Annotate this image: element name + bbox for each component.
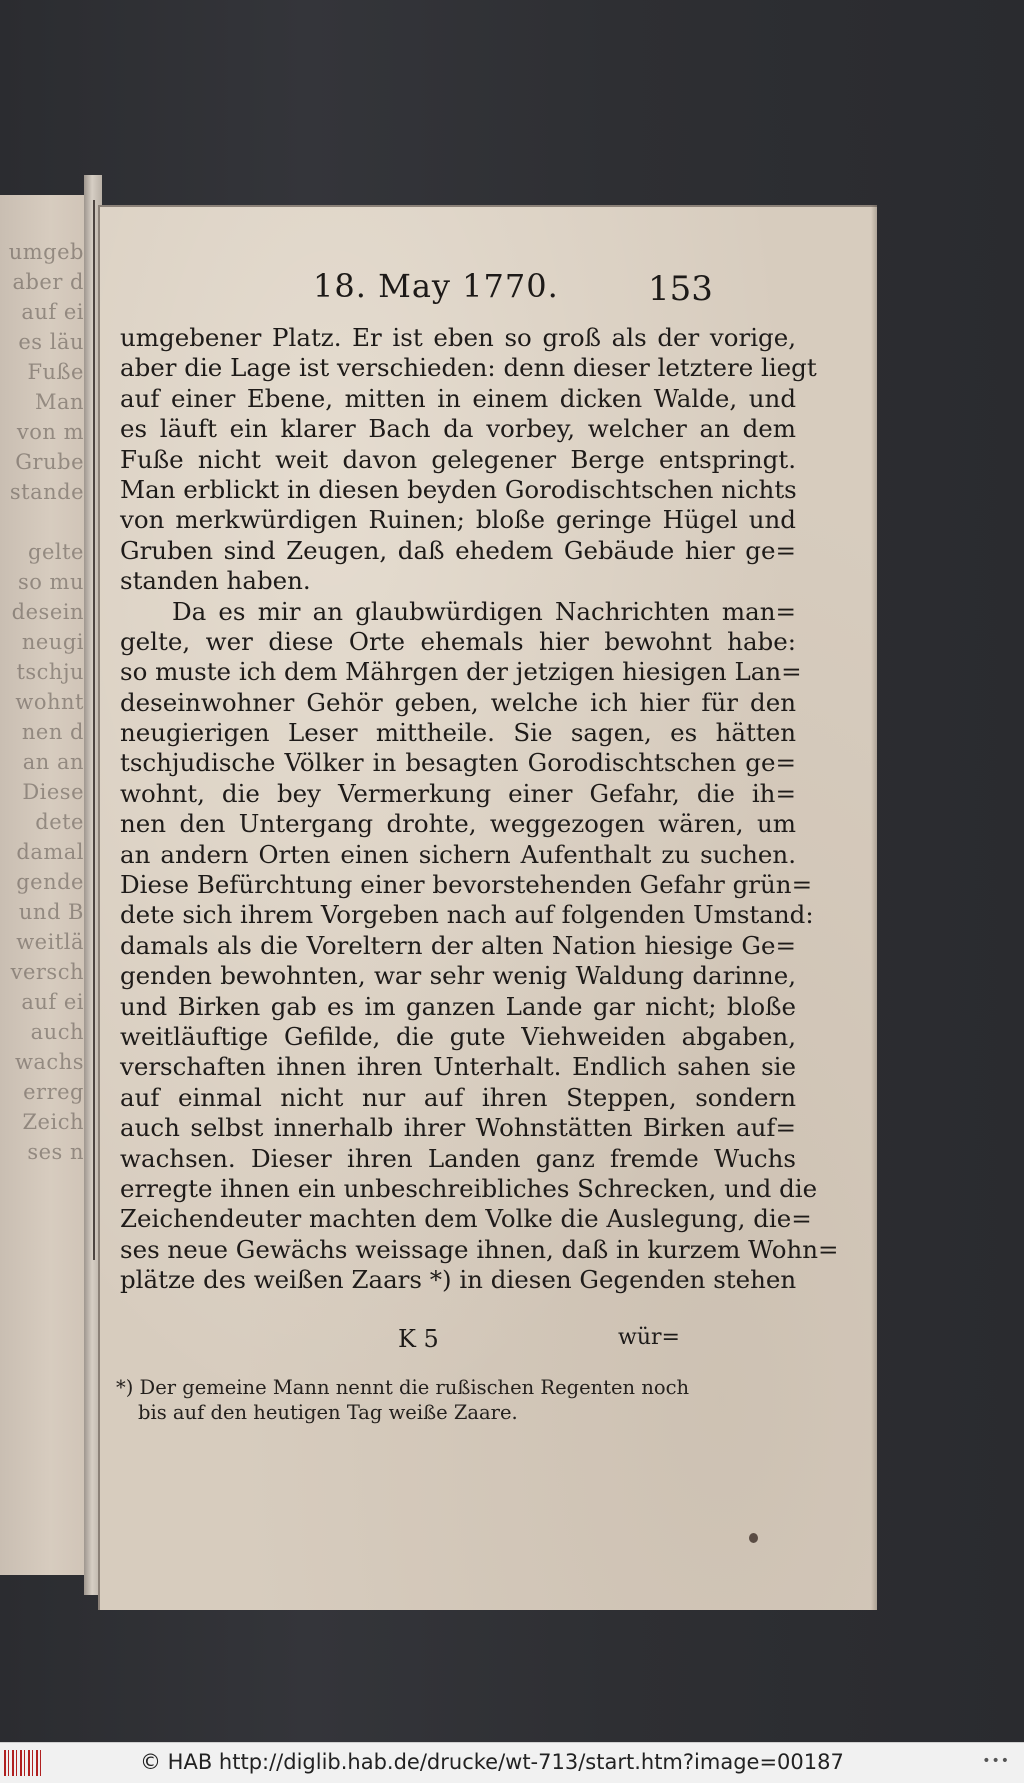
text-line: auf einmal nicht nur auf ihren Steppen, sondern [120,1082,796,1112]
text-line: so muste ich dem Mährgen der jetzigen hiesigen Lan= [120,657,802,687]
book-page [98,205,877,1610]
text-line: nen den Untergang drohte, weggezogen wären, um [120,809,796,839]
copyright-url[interactable]: © HAB http://diglib.hab.de/drucke/wt-713/start.htm?image=00187 [140,1750,844,1774]
footnote [116,1375,776,1425]
facing-page-bleed: stande [9,480,84,504]
text-line: Da es mir an glaubwürdigen Nachrichten man= [172,596,796,626]
text-line: neugierigen Leser mittheile. Sie sagen, es hätten [120,718,796,748]
facing-page-bleed: es läu [18,330,84,354]
text-line: weitläuftige Gefilde, die gute Viehweiden abgaben, [120,1021,796,1051]
text-line: Man erblickt in diesen beyden Gorodischtschen nichts [120,474,797,504]
text-line: auf einer Ebene, mitten in einem dicken Walde, und [120,383,796,413]
footnote-line: *) Der gemeine Mann nennt die rußischen Regenten noch [116,1376,690,1399]
text-line: auch selbst innerhalb ihrer Wohnstätten Birken auf= [120,1113,796,1143]
facing-page-bleed: erreg [23,1080,84,1104]
running-head: 18. May 1770. [313,267,559,305]
text-line: gelte, wer diese Orte ehemals hier bewohnt habe: [120,626,796,656]
text-line: und Birken gab es im ganzen Lande gar nicht; bloße [120,991,796,1021]
facing-page-bleed: wohnt [15,690,84,714]
facing-page-edge [0,195,92,1575]
signature-mark: K 5 [398,1325,439,1353]
facing-page-bleed: auch [30,1020,84,1044]
text-line: es läuft ein klarer Bach da vorbey, welcher an dem [120,414,796,444]
facing-page-bleed: nen d [21,720,84,744]
more-options-icon[interactable]: ••• [982,1753,1010,1769]
page-header [98,267,877,315]
facing-page-bleed: weitlä [16,930,84,954]
text-line: Gruben sind Zeugen, daß ehedem Gebäude hier ge= [120,535,796,565]
facing-page-bleed: gende [16,870,84,894]
facing-page-bleed: Man [34,390,84,414]
facing-page-bleed: neugi [21,630,84,654]
text-line: umgebener Platz. Er ist eben so groß als der vorige, [120,323,796,352]
facing-page-bleed: von m [16,420,84,444]
facing-page-bleed: an an [22,750,84,774]
body-text [120,323,839,1296]
facing-page-bleed: Zeich [22,1110,84,1134]
text-line: ses neue Gewächs weissage ihnen, daß in kurzem Wohn= [120,1234,839,1264]
facing-page-bleed: damal [16,840,84,864]
facing-page-bleed: so mu [17,570,84,594]
viewer-footer [0,1742,1024,1783]
page-number: 153 [648,269,713,309]
page-foot-marks [98,1325,877,1359]
text-line: damals als die Voreltern der alten Nation hiesige Ge= [120,930,796,960]
facing-page-bleed: umgeb [8,240,84,264]
facing-page-bleed: wachs [14,1050,84,1074]
facing-page-bleed: auf ei [21,300,84,324]
ink-spot [749,1533,758,1543]
facing-page-bleed: und B [18,900,84,924]
text-line: erregte ihnen ein unbeschreibliches Schrecken, und die [120,1173,818,1203]
facing-page-bleed: Fuße [27,360,84,384]
text-line: plätze des weißen Zaars *) in diesen Gegenden stehen [120,1265,797,1295]
facing-page-bleed: Diese [22,780,84,804]
text-line: wohnt, die bey Vermerkung einer Gefahr, die ih= [120,778,796,808]
library-logo [4,1750,44,1776]
text-line: wachsen. Dieser ihren Landen ganz fremde Wuchs [120,1143,796,1173]
text-line: standen haben. [120,566,311,596]
text-line: Zeichendeuter machten dem Volke die Auslegung, die= [120,1204,812,1234]
facing-page-bleed: auf ei [21,990,84,1014]
text-line: Fuße nicht weit davon gelegener Berge entspringt. [120,444,796,474]
text-line: von merkwürdigen Ruinen; bloße geringe Hügel und [120,505,796,535]
text-line: verschaften ihnen ihren Unterhalt. Endlich sahen sie [120,1052,796,1082]
facing-page-bleed: desein [11,600,84,624]
catchword: wür= [618,1325,680,1350]
facing-page-bleed: gelte [28,540,84,564]
text-line: tschjudische Völker in besagten Gorodischtschen ge= [120,748,796,778]
facing-page-bleed: ses n [27,1140,84,1164]
text-line: deseinwohner Gehör geben, welche ich hier für den [120,687,796,717]
facing-page-bleed: Grube [15,450,84,474]
text-line: an andern Orten einen sichern Aufenthalt zu suchen. [120,839,796,869]
text-line: dete sich ihrem Vorgeben nach auf folgenden Umstand: [120,900,814,930]
facing-page-bleed: dete [35,810,84,834]
text-line: genden bewohnten, war sehr wenig Waldung darinne, [120,961,796,991]
text-line: aber die Lage ist verschieden: denn dieser letztere liegt [120,353,817,383]
text-line: Diese Befürchtung einer bevorstehenden Gefahr grün= [120,870,813,900]
facing-page-bleed: tschju [16,660,84,684]
footnote-line: bis auf den heutigen Tag weiße Zaare. [138,1401,518,1424]
facing-page-bleed: versch [10,960,84,984]
facing-page-bleed: aber d [12,270,84,294]
gutter-shadow-line [93,200,95,1260]
